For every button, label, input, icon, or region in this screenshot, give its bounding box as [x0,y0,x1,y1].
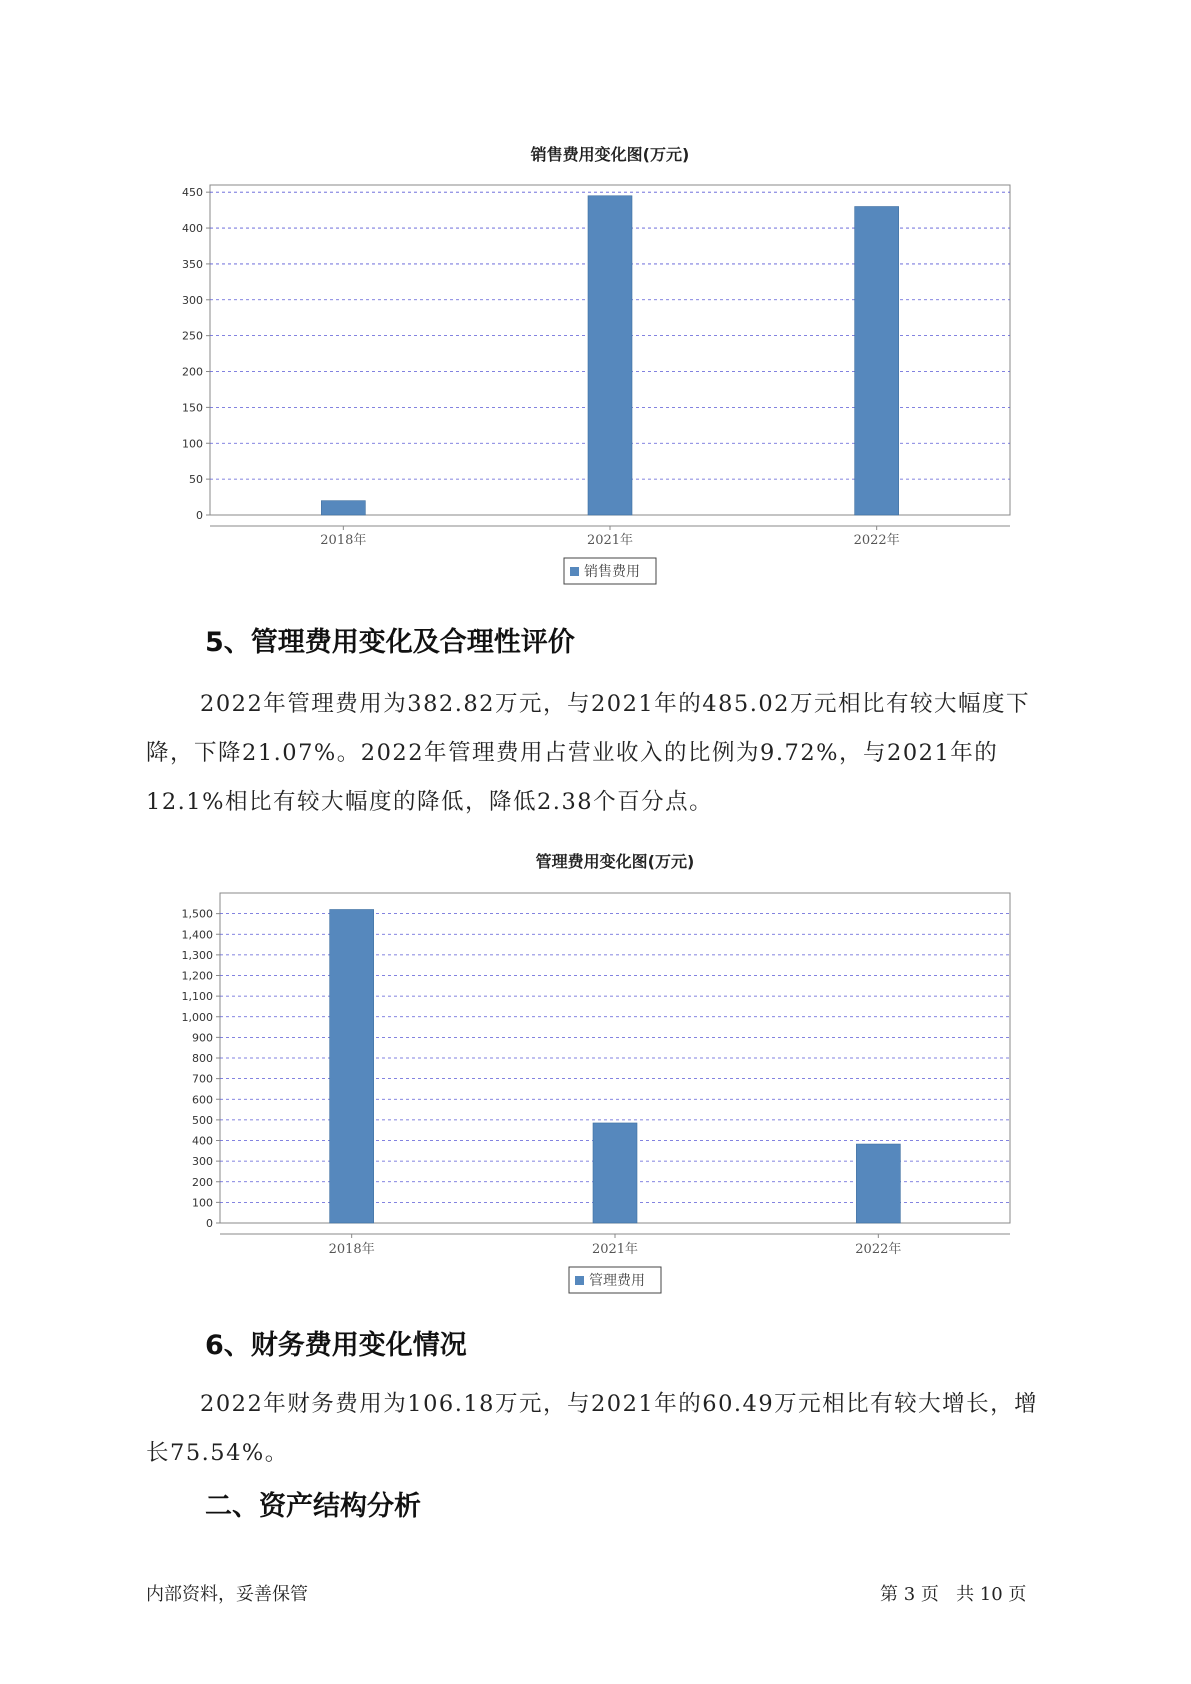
legend-label: 销售费用 [584,564,640,580]
y-tick-label: 400 [192,1134,213,1148]
x-tick-label: 2018年 [320,533,367,548]
y-tick-label: 400 [182,222,203,236]
section-6-heading: 6、财务费用变化情况 [205,1330,467,1361]
y-tick-label: 100 [192,1196,213,1210]
x-tick-label: 2022年 [853,533,900,548]
sales-expense-chart [0,130,1191,600]
bar [588,196,632,515]
x-tick-label: 2022年 [855,1242,902,1257]
y-tick-label: 900 [192,1031,213,1045]
admin-expense-chart [0,835,1191,1305]
bar [330,910,374,1224]
y-tick-label: 1,300 [181,948,213,962]
y-tick-label: 200 [192,1175,213,1189]
x-tick-label: 2021年 [591,1242,639,1257]
y-tick-label: 100 [182,437,203,451]
legend-swatch [570,567,579,576]
y-tick-label: 700 [192,1072,213,1086]
bar [321,501,365,515]
section-2-heading: 二、资产结构分析 [205,1491,421,1522]
bar [856,1144,900,1223]
legend-label: 管理费用 [589,1273,645,1289]
y-tick-label: 300 [192,1155,213,1169]
y-tick-label: 1,200 [181,969,213,983]
y-tick-label: 1,100 [181,990,213,1004]
sales-expense-chart-svg [0,130,1191,600]
legend-swatch [575,1276,584,1285]
bar [855,207,899,515]
y-tick-label: 800 [192,1052,213,1065]
y-tick-label: 600 [192,1093,213,1107]
bar [593,1123,637,1223]
section-5-paragraph: 2022年管理费用为382.82万元，与2021年的485.02万元相比有较大幅度下降，下降21.07%。2022年管理费用占营业收入的比例为9.72%，与2021年的12.1%相比有较大幅度的降低，降低2.38个百分点。 [146,691,1030,815]
y-tick-label: 1,000 [181,1010,213,1024]
y-tick-label: 0 [206,1217,213,1230]
y-tick-label: 300 [182,293,203,307]
footer-page-info [880,1580,1026,1606]
y-tick-label: 50 [189,473,203,487]
y-tick-label: 500 [192,1113,213,1127]
section-6-paragraph: 2022年财务费用为106.18万元，与2021年的60.49万元相比有较大增长，增长75.54%。 [146,1391,1039,1466]
y-tick-label: 250 [182,329,203,343]
y-tick-label: 1,400 [181,928,213,942]
y-tick-label: 350 [182,257,203,271]
y-tick-label: 1,500 [181,907,213,921]
chart-title: 管理费用变化图(万元) [535,852,695,871]
y-tick-label: 150 [182,401,203,415]
x-tick-label: 2021年 [586,533,634,548]
x-tick-label: 2018年 [328,1242,375,1257]
y-tick-label: 0 [196,509,203,522]
footer-confidential-note: 内部资料，妥善保管 [146,1584,308,1605]
chart-title: 销售费用变化图(万元) [530,145,690,164]
footer-page-number: 第 3 页 [880,1584,939,1605]
y-tick-label: 200 [182,365,203,379]
footer-total-pages: 共 10 页 [956,1584,1027,1605]
y-tick-label: 450 [182,186,203,200]
section-5-heading: 5、管理费用变化及合理性评价 [205,627,575,658]
admin-expense-chart-svg [0,835,1191,1305]
